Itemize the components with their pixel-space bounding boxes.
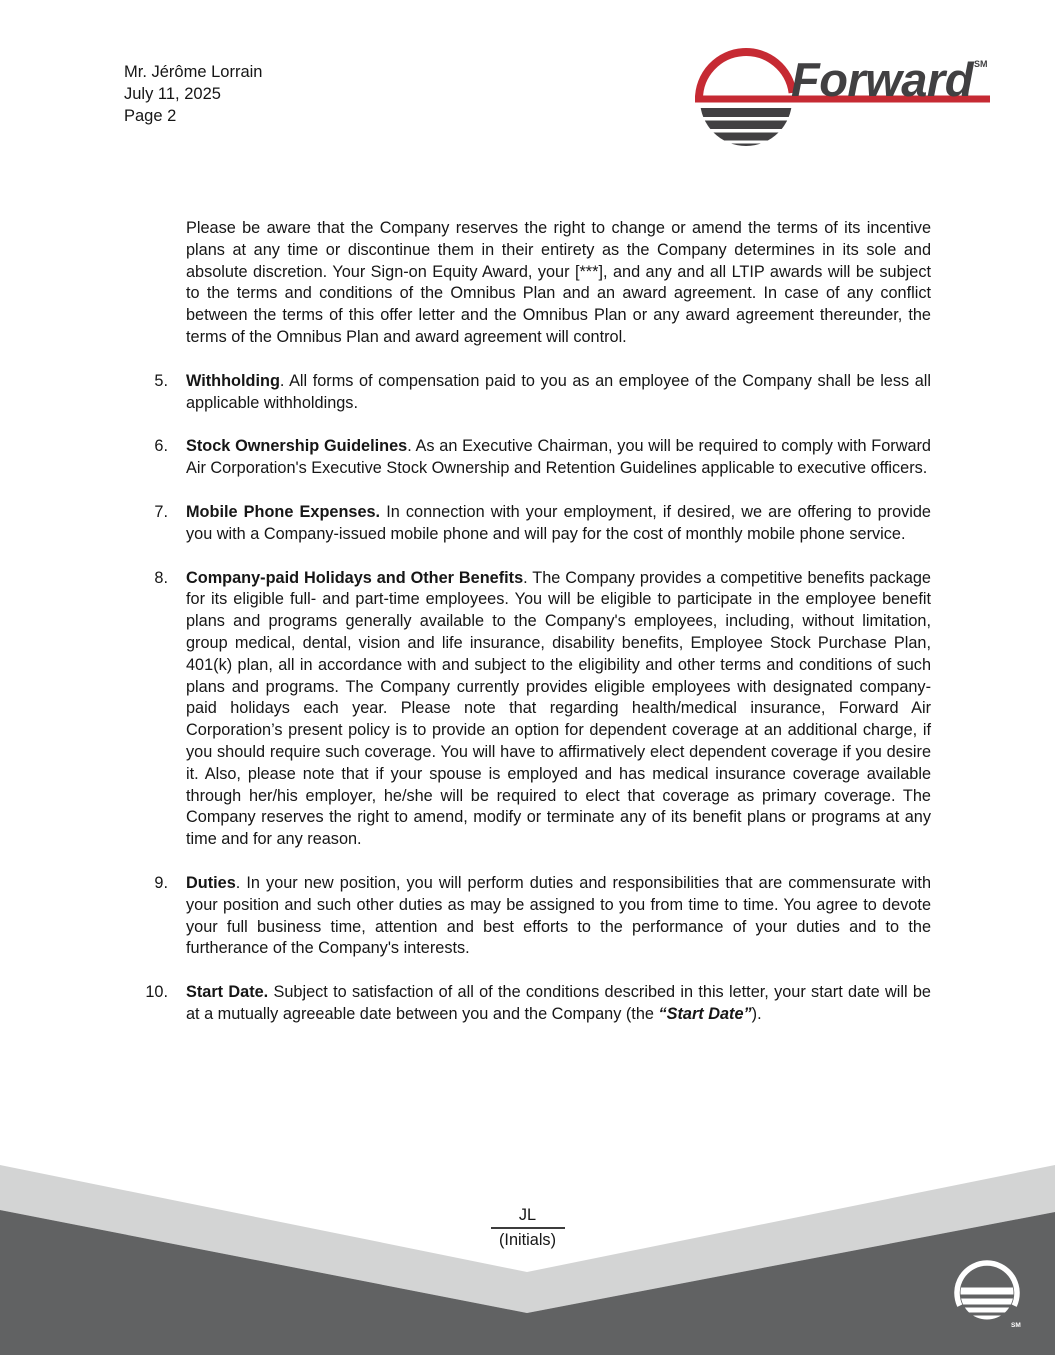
text-run: Company-paid Holidays and Other Benefits [186,568,524,587]
item-text [186,502,931,546]
list-item-start-date [145,982,931,1026]
forward-logo [690,38,1000,155]
footer-chevron-graphic [0,1150,1055,1365]
recipient-name: Mr. Jérôme Lorrain [124,63,263,81]
item-text [186,982,931,1026]
text-run: . As an Executive Chairman, you will be required to comply with Forward Air Corporation's Executive Stock Ownership and Retention Guidelines applicable to executive officers. [186,437,931,478]
list-item-duties [145,873,931,960]
list-item-mobile-phone [145,502,931,546]
page-number: Page 2 [124,107,177,125]
intro-paragraph [186,218,931,349]
text-run: Start Date. [186,983,269,1002]
logo-wordmark: Forward [791,53,973,106]
text-run: Withholding [186,371,280,390]
list-item-stock-ownership [145,436,931,480]
text-run: “Start Date” [658,1004,752,1023]
text-run: . All forms of compensation paid to you as an employee of the Company shall be less all applicable withholdings. [186,371,931,412]
letter-body [145,218,931,1048]
item-text [186,436,931,480]
text-run: . In your new position, you will perform duties and responsibilities that are commensurate with your position and such other duties as may be assigned to you from time to time. You agree to devote your full business time, attention and best efforts to the performance of your duties and to the furtherance of the Company's interests. [186,873,931,958]
text-run: ). [751,1004,762,1023]
logo-sm-mark: SM [974,59,988,69]
initials-label: (Initials) [499,1231,556,1249]
item-number: 7. [154,502,168,521]
logo-stripe [698,133,794,141]
text-run: Mobile Phone Expenses. [186,502,381,521]
letter-date: July 11, 2025 [124,85,221,103]
item-number: 9. [154,873,168,892]
item-text [186,568,931,851]
logo-stripe [698,108,794,117]
list-item-withholding [145,371,931,415]
item-text [186,873,931,960]
item-number: 10. [145,983,168,1002]
text-run: In connection with your employment, if desired, we are offering to provide you with a Company-issued mobile phone and will pay for the cost of monthly mobile phone service. [186,502,931,543]
list-item-holidays-benefits [145,568,931,851]
text-run: Duties [186,873,236,892]
item-number: 6. [154,437,168,456]
logo-stripe [698,144,794,152]
item-number: 5. [154,371,168,390]
logo-stripe [698,121,794,130]
text-run: . The Company provides a competitive benefits package for its eligible full- and part-time employees. You will be eligible to participate in the employee benefit plans and programs generally available to the Company's employees, including, without limitation, group medical, dental, vision and life insurance, disability benefits, Employee Stock Purchase Plan, 401(k) plan, all in accordance with and subject to the eligibility and other terms and conditions of such plans and programs. The Company currently provides eligible employees with designated company-paid holidays each year. Please note that regarding health/medical insurance, Forward Air Corporation’s present policy is to provide an option for dependent coverage at an additional charge, if you should require such coverage. You will have to affirmatively elect dependent coverage if you desire it. Also, please note that if your spouse is employed and has medical insurance coverage available through her/his employer, he/she will be required to elect that coverage as primary coverage. The Company reserves the right to amend, modify or terminate any of its benefit plans or programs at any time and for any reason. [186,568,931,849]
text-run: Please be aware that the Company reserves the right to change or amend the terms of its incentive plans at any time or discontinue them in their entirety as the Company determines in its sole and absolute discretion. Your Sign-on Equity Award, your [***], and any and all LTIP awards will be subject to the terms and conditions of the Omnibus Plan and an award agreement. In case of any conflict between the terms of this offer letter and the Omnibus Plan or any award agreement thereunder, the terms of the Omnibus Plan and award agreement will control. [186,219,931,346]
initials-value: JL [491,1204,565,1229]
letter-header [124,61,262,127]
footer-sm-mark: SM [1011,1322,1021,1329]
text-run: Stock Ownership Guidelines [186,437,408,456]
item-text [186,371,931,415]
logo-red-arc [699,52,793,99]
item-number: 8. [154,568,168,587]
text-run: Subject to satisfaction of all of the conditions described in this letter, your start date will be at a mutually agreeable date between you and the Company (the [186,983,931,1023]
